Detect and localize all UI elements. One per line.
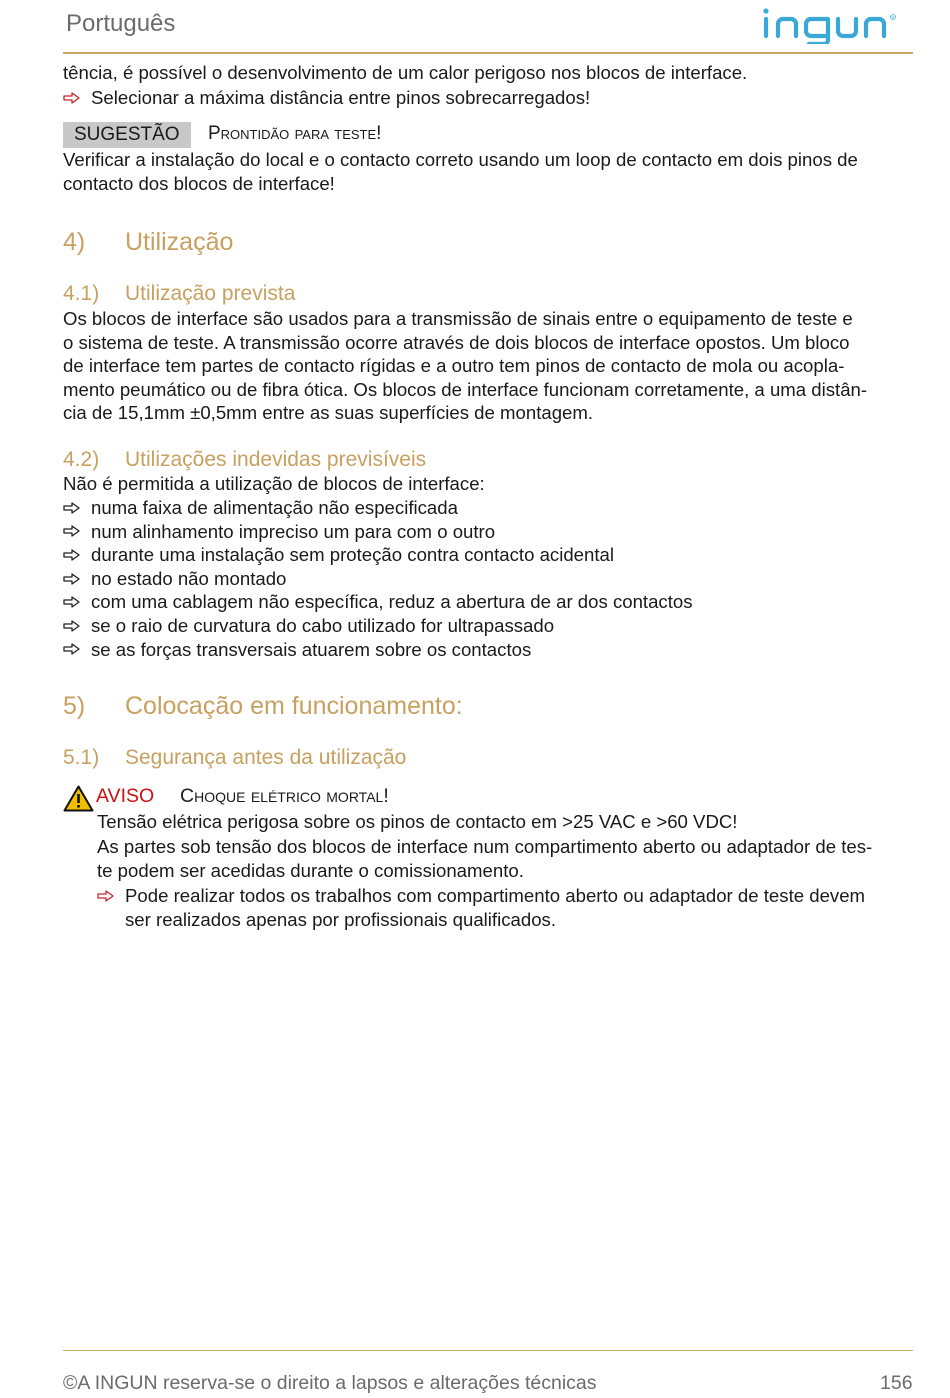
list-item-text: no estado não montado: [91, 567, 287, 589]
warning-text-line3: te podem ser acedidas durante o comissionamento.: [97, 860, 524, 881]
warning-label: AVISO: [96, 785, 155, 807]
list-item-text: durante uma instalação sem proteção contra contacto acidental: [91, 544, 615, 566]
section-4-1-number: 4.1): [63, 282, 100, 305]
page-number: 156: [880, 1372, 913, 1394]
footer-copyright: ©A INGUN reserva-se o direito a lapsos e alterações técnicas: [63, 1372, 597, 1394]
warning-bullet-text: Pode realizar todos os trabalhos com compartimento aberto ou adaptador de teste devem: [125, 885, 866, 906]
list-item-text: se o raio de curvatura do cabo utilizado for ultrapassado: [91, 614, 555, 636]
list-item: [63, 590, 693, 614]
section-5-1-number: 5.1): [63, 746, 100, 769]
tip-text-line1: Verificar a instalação do local e o contacto correto usando um loop de contacto em dois pinos de: [63, 149, 858, 170]
paragraph-line: o sistema de teste. A transmissão ocorre através de dois blocos de interface opostos. Um bloco: [63, 331, 850, 353]
list-item: [63, 638, 693, 662]
svg-text:R: R: [891, 15, 895, 20]
footer-rule: [63, 1350, 913, 1351]
paragraph-line: de interface tem partes de contacto rígidas e a outro tem pinos de contacto de mola ou acopla-: [63, 355, 845, 377]
paragraph-line: cia de 15,1mm ±0,5mm entre as suas superfícies de montagem.: [63, 402, 594, 424]
header-rule: [63, 52, 913, 54]
arrow-right-icon: [63, 596, 81, 608]
arrow-right-icon: [63, 549, 81, 561]
warning-text-line1: Tensão elétrica perigosa sobre os pinos de contacto em >25 VAC e >60 VDC!: [97, 811, 738, 832]
section-5-title: Colocação em funcionamento:: [125, 692, 463, 720]
list-item: [63, 567, 693, 591]
section-4-2-intro: Não é permitida a utilização de blocos de interface:: [63, 473, 485, 494]
tip-badge: SUGESTÃO: [63, 122, 191, 148]
section-5-number: 5): [63, 692, 86, 720]
warning-bullet: [97, 884, 865, 908]
list-item: [63, 543, 693, 567]
section-4-title: Utilização: [125, 228, 234, 256]
warning-bullet-text-line2: ser realizados apenas por profissionais qualificados.: [125, 909, 556, 930]
list-item-text: numa faixa de alimentação não especificada: [91, 497, 458, 518]
list-item-text: com uma cablagem não específica, reduz a abertura de ar dos contactos: [91, 591, 693, 613]
intro-bullet: [63, 86, 590, 110]
misuse-list: [63, 496, 693, 661]
list-item: [63, 614, 693, 638]
paragraph-line: Os blocos de interface são usados para a transmissão de sinais entre o equipamento de teste e: [63, 308, 853, 329]
list-item: [63, 496, 693, 520]
section-4-2-number: 4.2): [63, 448, 100, 471]
section-4-2-title: Utilizações indevidas previsíveis: [125, 448, 427, 471]
arrow-right-icon: [63, 573, 81, 585]
arrow-right-icon: [97, 890, 115, 902]
section-4-number: 4): [63, 228, 86, 256]
intro-text: tência, é possível o desenvolvimento de um calor perigoso nos blocos de interface.: [63, 62, 748, 83]
section-4-1-body: [63, 307, 913, 425]
warning-title: Choque elétrico mortal!: [180, 785, 389, 807]
list-item-text: se as forças transversais atuarem sobre os contactos: [91, 638, 532, 660]
warning-triangle-icon: [63, 785, 94, 812]
section-5-1-title: Segurança antes da utilização: [125, 746, 407, 769]
tip-text-line2: contacto dos blocos de interface!: [63, 173, 335, 194]
arrow-right-icon: [63, 620, 81, 632]
arrow-right-icon: [63, 502, 81, 514]
header-language: Português: [66, 10, 176, 37]
arrow-right-icon: [63, 525, 81, 537]
section-4-1-title: Utilização prevista: [125, 282, 296, 305]
arrow-right-icon: [63, 643, 81, 655]
list-item: [63, 520, 693, 544]
tip-title: Prontidão para teste!: [208, 123, 382, 144]
paragraph-line: mento peumático ou de fibra ótica. Os blocos de interface funcionam corretamente, a uma distân-: [63, 378, 868, 400]
intro-bullet-text: Selecionar a máxima distância entre pinos sobrecarregados!: [91, 87, 591, 108]
ingun-logo: [762, 4, 918, 44]
list-item-text: num alinhamento impreciso um para com o outro: [91, 520, 496, 542]
arrow-right-icon: [63, 92, 81, 104]
warning-text-line2: As partes sob tensão dos blocos de interface num compartimento aberto ou adaptador de tes-: [97, 836, 873, 857]
